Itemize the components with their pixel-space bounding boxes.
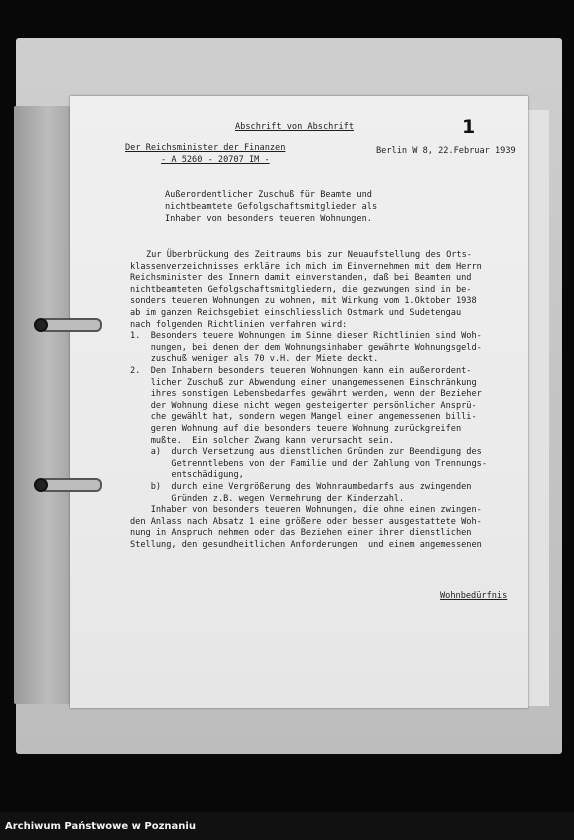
text-line: geren Wohnung auf die besonders teuere Wohnung zurückgreifen [130, 424, 462, 434]
text-line: licher Zuschuß zur Abwendung einer unangemessenen Einschränkung [130, 377, 477, 388]
text-line: nach folgenden Richtlinien verfahren wird: [130, 319, 348, 330]
text-line: ab im ganzen Reichsgebiet einschliesslich Ostmark und Sudetengau [130, 308, 462, 318]
text-line: Außerordentlicher Zuschuß für Beamte und [165, 190, 372, 200]
binder-spine [14, 106, 70, 704]
text-line: der Wohnung diese nicht wegen gesteigerter persönlicher Ansprü- [130, 400, 477, 411]
text-line: a) durch Versetzung aus dienstlichen Gründen zur Beendigung des [130, 447, 482, 458]
catchword: Wohnbedürfnis [440, 591, 508, 601]
text-line: Stellung, den gesundheitlichen Anforderungen und einem angemessenen [130, 540, 482, 550]
binder-strap [40, 318, 102, 332]
text-line: Inhaber von besonders teueren Wohnungen, die ohne einen zwingen- [130, 505, 482, 516]
text-line: den Anlass nach Absatz 1 eine größere oder besser ausgestattete Woh- [130, 516, 482, 527]
text-line: nichtbeamteten Gefolgschaftsmitgliedern, die gezwungen sind in be- [130, 284, 472, 295]
text-line: 2. Den Inhabern besonders teueren Wohnungen kann ein außerordent- [130, 366, 472, 376]
text-line: mußte. Ein solcher Zwang kann verursacht sein. [130, 435, 394, 446]
text-line: b) durch eine Vergrößerung des Wohnraumbedarfs aus zwingenden [130, 482, 472, 492]
copy-header: Abschrift von Abschrift [235, 122, 354, 132]
archive-label: Archiwum Państwowe w Poznaniu [5, 821, 196, 832]
text-line: Reichsminister des Innern damit einverstanden, daß bei Beamten und [130, 273, 472, 284]
text-line: nungen, bei denen der dem Wohnungsinhaber gewährte Wohnungsgeld- [130, 342, 482, 353]
text-line: Zur Überbrückung des Zeitraums bis zur Neuaufstellung des Orts- [146, 250, 472, 260]
text-line: Gründen z.B. wegen Vermehrung der Kinderzahl. [130, 493, 405, 504]
page-number: 1 [462, 116, 476, 138]
text-line: nichtbeamtete Gefolgschaftsmitglieder als [165, 202, 378, 212]
text-line: entschädigung, [130, 470, 244, 481]
place-date: Berlin W 8, 22.Februar 1939 [376, 146, 516, 156]
text-line: klassenverzeichnisses erkläre ich mich im Einvernehmen mit dem Herrn [130, 261, 482, 272]
text-line: sonders teueren Wohnungen zu wohnen, mit Wirkung vom 1.Oktober 1938 [130, 296, 477, 307]
text-line: Getrenntlebens von der Familie und der Zahlung von Trennungs- [130, 458, 487, 469]
text-line: zuschuß weniger als 70 v.H. der Miete deckt. [130, 354, 379, 365]
sender: Der Reichsminister der Finanzen [125, 143, 286, 153]
text-line: Inhaber von besonders teueren Wohnungen. [165, 214, 372, 224]
binder-strap [40, 478, 102, 492]
text-line: ihres sonstigen Lebensbedarfes gewährt werden, wenn der Bezieher [130, 389, 482, 400]
reference-number: - A 5260 - 20707 IM - [161, 155, 270, 165]
text-line: che gewählt hat, sondern wegen Mangel einer angemessenen billi- [130, 412, 477, 423]
text-line: nung in Anspruch nehmen oder das Beziehen einer ihrer dienstlichen [130, 528, 472, 539]
text-line: 1. Besonders teuere Wohnungen im Sinne dieser Richtlinien sind Woh- [130, 331, 482, 342]
